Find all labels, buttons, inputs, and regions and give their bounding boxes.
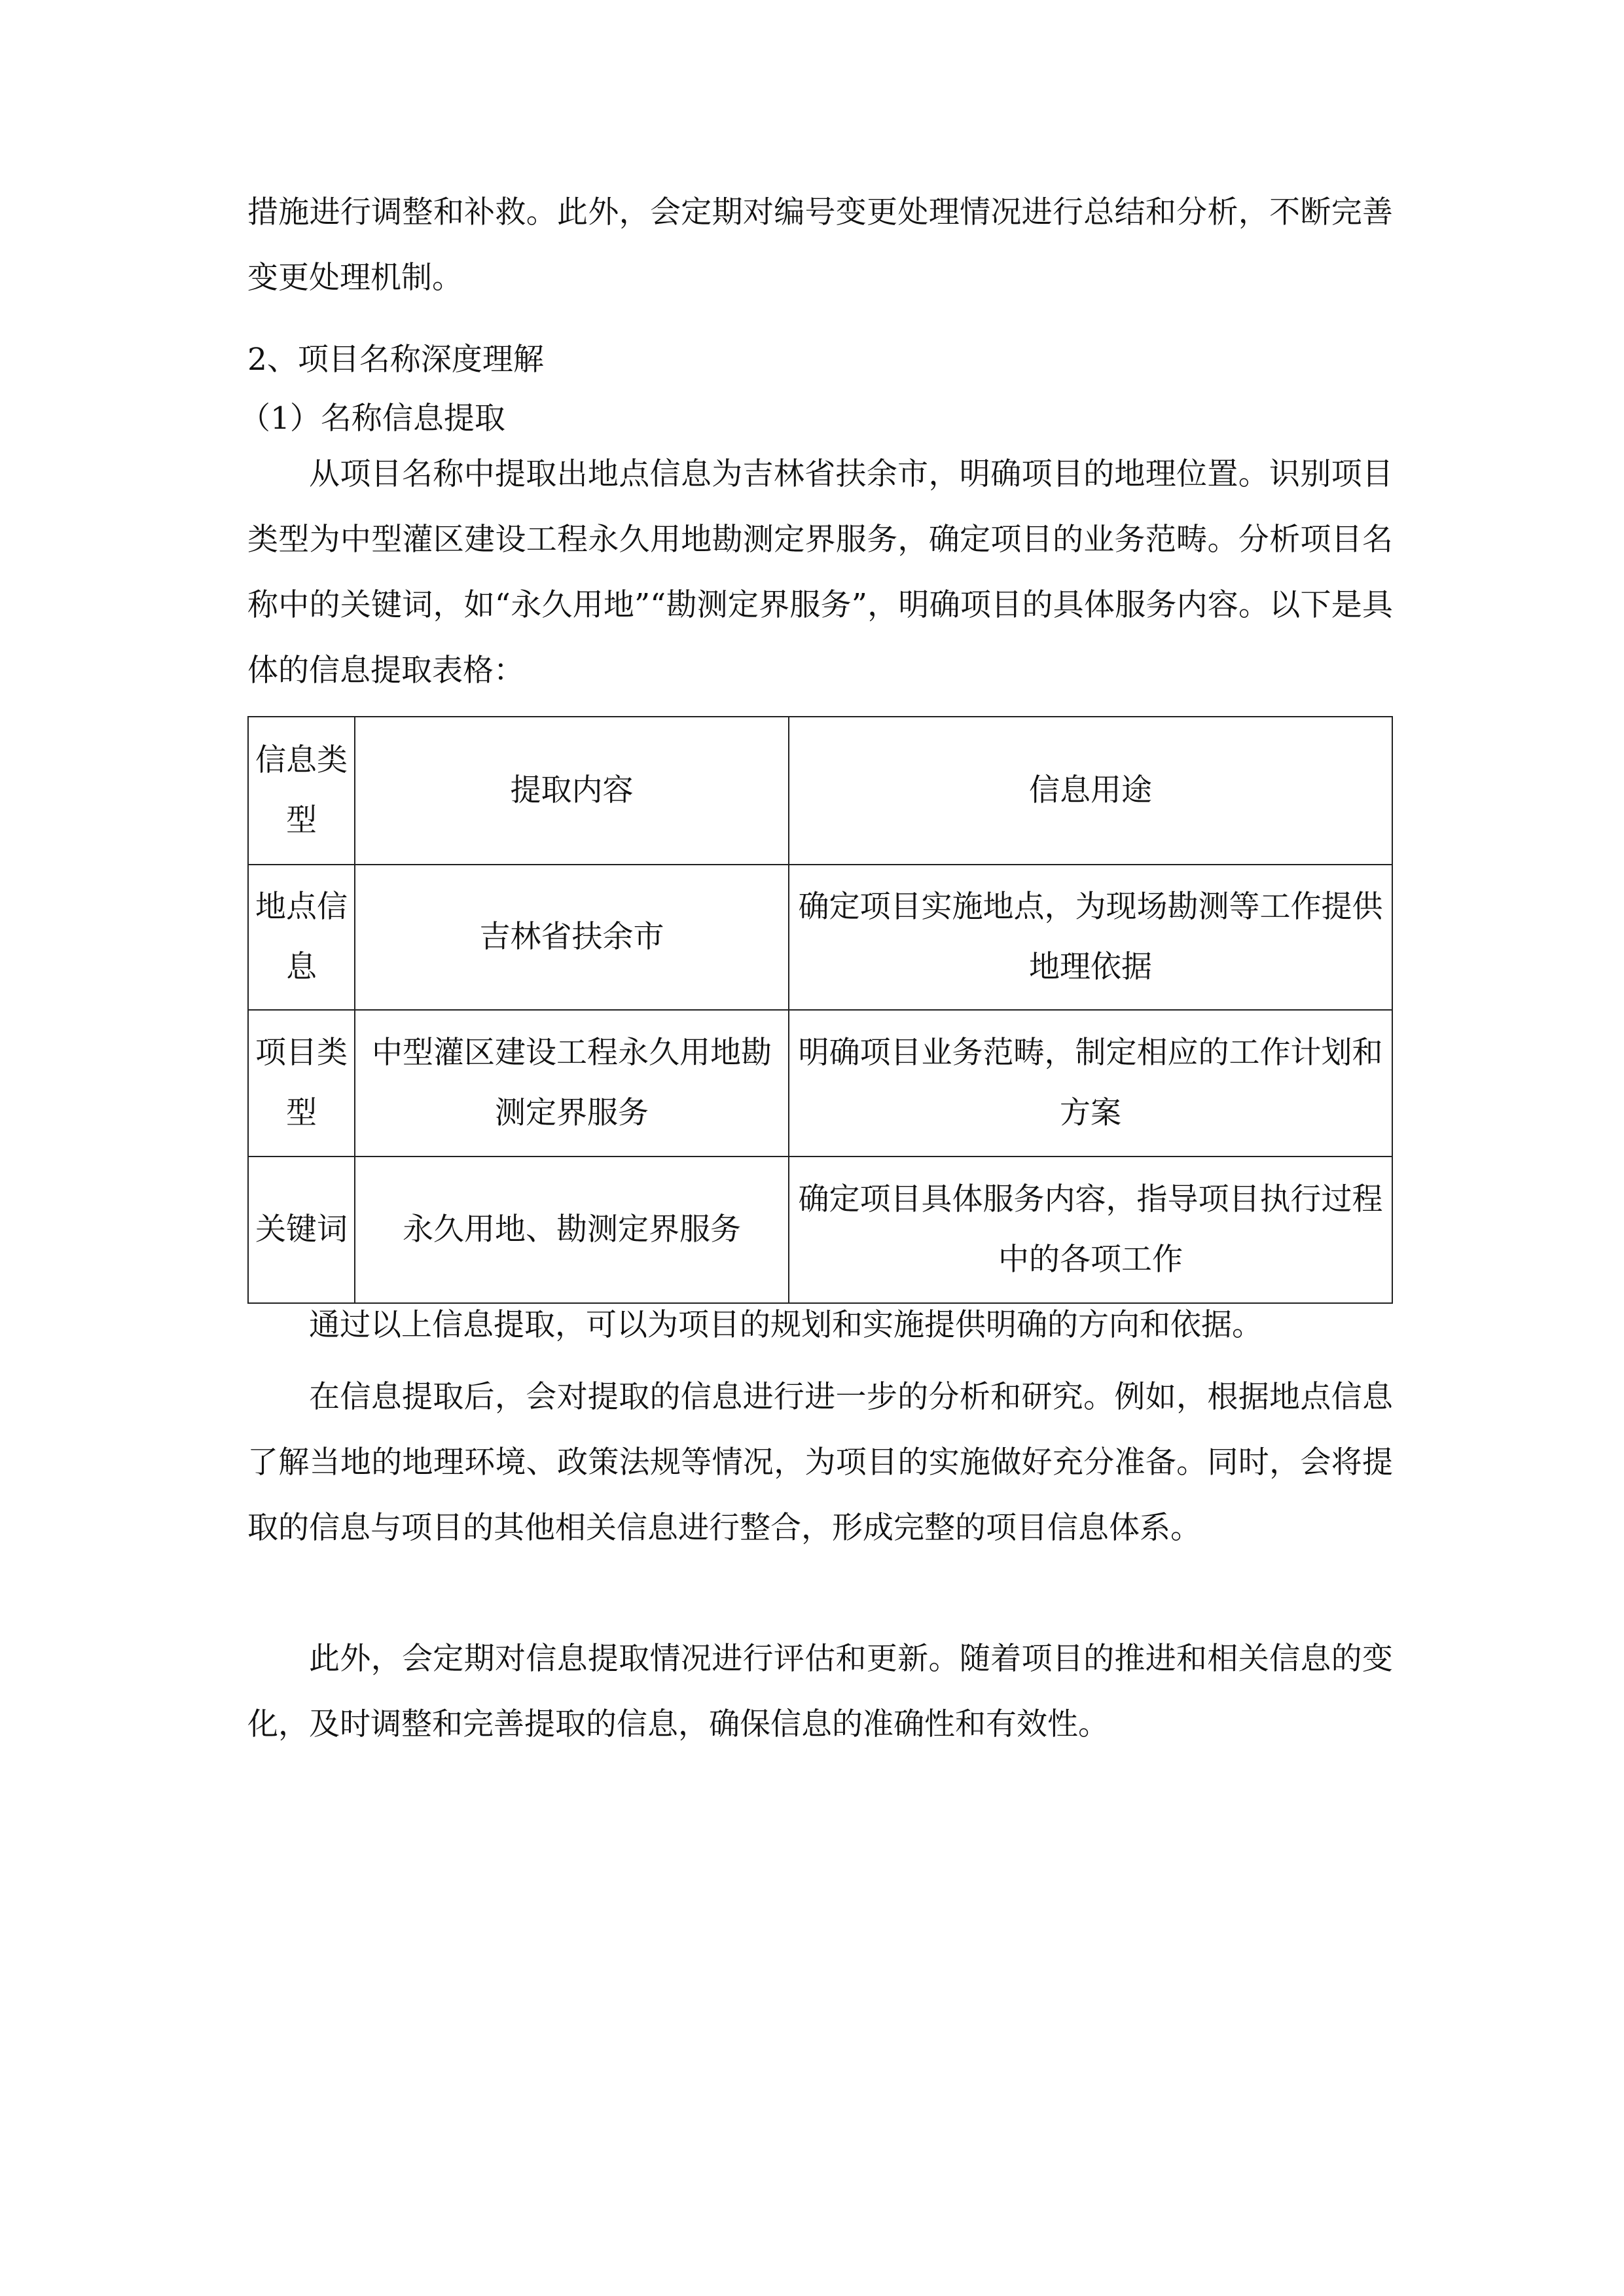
header-cell: 信息用途	[789, 717, 1392, 865]
table-cell: 永久用地、勘测定界服务	[355, 1157, 789, 1303]
table-header-row	[248, 717, 1392, 865]
table-cell: 吉林省扶余市	[355, 865, 789, 1010]
paragraph-further-analysis: 在信息提取后，会对提取的信息进行进一步的分析和研究。例如，根据地点信息了解当地的地理环境、政策法规等情况，为项目的实施做好充分准备。同时，会将提取的信息与项目的其他相关信息进行整合，形成完整的项目信息体系。	[247, 1379, 1393, 1546]
table-cell: 明确项目业务范畴，制定相应的工作计划和方案	[789, 1010, 1392, 1157]
table-cell: 项目类型	[248, 1010, 355, 1157]
section-heading: 2、项目名称深度理解	[247, 342, 544, 378]
paragraph-change-handling: 措施进行调整和补救。此外，会定期对编号变更处理情况进行总结和分析，不断完善变更处理机制。	[247, 194, 1393, 296]
table-cell: 关键词	[248, 1157, 355, 1303]
info-extraction-table	[247, 716, 1393, 1304]
header-cell: 提取内容	[355, 717, 789, 865]
table-cell: 确定项目具体服务内容，指导项目执行过程中的各项工作	[789, 1157, 1392, 1303]
table-row	[248, 865, 1392, 1010]
table-row	[248, 1010, 1392, 1157]
table-cell: 中型灌区建设工程永久用地勘测定界服务	[355, 1010, 789, 1157]
table-cell: 确定项目实施地点，为现场勘测等工作提供地理依据	[789, 865, 1392, 1010]
header-cell: 信息类型	[248, 717, 355, 865]
paragraph-name-extraction: 从项目名称中提取出地点信息为吉林省扶余市，明确项目的地理位置。识别项目类型为中型灌区建设工程永久用地勘测定界服务，确定项目的业务范畴。分析项目名称中的关键词，如“永久用地”“勘测定界服务”，明确项目的具体服务内容。以下是具体的信息提取表格：	[247, 456, 1393, 689]
subsection-heading: （1）名称信息提取	[240, 401, 505, 437]
paragraph-periodic-review: 此外，会定期对信息提取情况进行评估和更新。随着项目的推进和相关信息的变化，及时调整和完善提取的信息，确保信息的准确性和有效性。	[247, 1641, 1393, 1742]
paragraph-extraction-summary: 通过以上信息提取，可以为项目的规划和实施提供明确的方向和依据。	[309, 1307, 1263, 1343]
table-cell: 地点信息	[248, 865, 355, 1010]
table-row	[248, 1157, 1392, 1303]
